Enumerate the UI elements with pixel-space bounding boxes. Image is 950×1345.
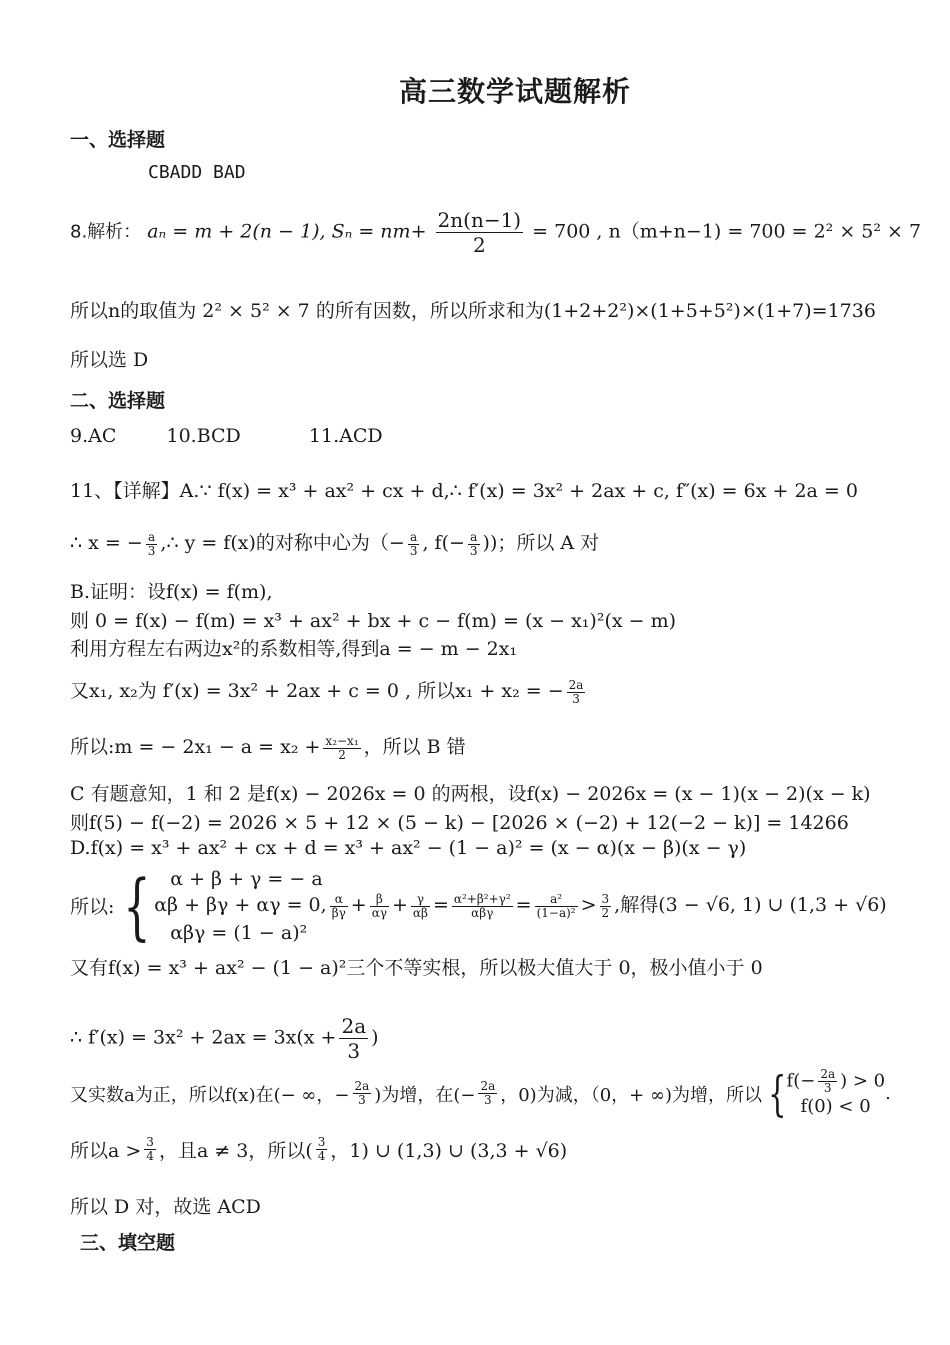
frac-num: α²+β²+γ² [453,891,511,906]
q11-l7-part-a: 所以:m = − 2x₁ − a = x₂ + [70,736,321,758]
q11-line-15 [70,1136,567,1163]
q11-l14-end: . [885,1083,891,1104]
q11-l15-part-c: ，1) ∪ (1,3) ∪ (3,3 + √6) [330,1140,568,1162]
q11-line-7 [70,732,466,762]
q8-label: 8.解析： [70,221,142,243]
frac-den: 3 [347,1039,361,1063]
frac-num: 2a [820,1067,836,1081]
frac-num: 3 [317,1135,326,1149]
q11-l2-part-c: , f(− [422,532,465,554]
system-eq-1: α + β + γ = − a [170,868,323,890]
q11-l2-part-d: ))；所以 A 对 [482,532,600,554]
q8-fraction-den: 2 [472,233,486,257]
q11-l13-frac [339,1014,368,1063]
section-heading-3: 三、填空题 [80,1232,176,1254]
q11-l14-part-c: ，0)为减，（0，+ ∞)为增，所以 [500,1084,762,1106]
section-1-answers: CBADD BAD [148,162,246,183]
frac-den: 3 [823,1081,832,1095]
q11-l7-frac [323,735,360,762]
frac-den: 4 [146,1149,154,1163]
frac-den: 3 [484,1093,492,1107]
frac-num: 3 [601,891,610,906]
q11-l15-frac-2 [316,1136,328,1163]
condition-2: f(0) < 0 [800,1096,871,1117]
condition-1 [787,1068,886,1095]
q8-part2: = 700 , n（m+n−1) = 700 = 2² × 5² × 7 [532,220,922,243]
q11-l11-label: 所以: [70,896,115,919]
frac-num: β [370,893,389,907]
system-eq-2: αβ + βγ + αγ = 0, [154,894,327,916]
q11-l15-part-a: 所以a > [70,1140,142,1162]
q11-line-2 [70,528,599,558]
q11-line-3: B.证明：设f(x) = f(m), [70,581,273,603]
q11-line-5: 利用方程左右两边x²的系数相等,得到a = − m − 2x₁ [70,638,518,660]
sys-frac-b [370,893,389,920]
frac-num: 2a [354,1079,370,1093]
frac-den: 2 [338,747,346,762]
page-title: 高三数学试题解析 [398,75,631,108]
q11-line-10: D.f(x) = x³ + ax² + cx + d = x³ + ax² − (1 − a)² = (x − α)(x − β)(x − γ) [70,837,747,859]
q11-l2-frac-1 [146,531,158,558]
sys-frac-a [330,893,348,920]
frac-den: 4 [317,1149,326,1163]
system-eq-3: αβγ = (1 − a)² [170,921,308,944]
section-heading-1: 一、选择题 [70,129,166,151]
system-eq-2-row: αβ + βγ + αγ = 0, $\frac{\alpha}{\beta\gamma}$ + $\frac{\beta}{\alpha\gamma}$ + $\frac{\gamma}{\alpha\beta}$ = $\frac{\text{α²+β²+γ²}}{\text{αβγ}}$ = $\frac{\text{a²}}{\text{(1−a)²}}$ > $\frac{3}{2}$ ,解得(3 − √6, 1) ∪ (1,3 + √6) [154,891,887,920]
q11-system-line [70,863,887,948]
frac-den: 3 [409,543,418,558]
frac-num: a [146,531,158,545]
q8-part1: aₙ = m + 2(n − 1), Sₙ = nm+ [147,220,427,243]
q11-line-9: 则f(5) − f(−2) = 2026 × 5 + 12 × (5 − k) − [2026 × (−2) + 12(−2 − k)] = 14266 [70,812,849,834]
q11-l6-frac [567,679,586,706]
q8-fraction [436,208,524,257]
system-result: ,解得(3 − √6, 1) ∪ (1,3 + √6) [614,894,887,916]
answer-9: 9.AC [70,425,117,447]
frac-num: 2a [341,1014,367,1038]
frac-num: α [330,893,348,907]
frac-num: 3 [146,1135,154,1149]
sys-frac-e [535,893,578,920]
cond-1-a: f(− [786,1070,816,1092]
q11-l13-part-b: ) [371,1026,379,1049]
left-brace-icon: { [123,863,152,948]
frac-den: 3 [572,691,580,706]
frac-den: (1−a)² [536,905,576,920]
q11-l13-part-a: ∴ f′(x) = 3x² + 2ax = 3x(x + [70,1026,337,1049]
q11-l7-part-b: ，所以 B 错 [363,736,466,758]
q11-l15-part-b: ，且a ≠ 3，所以( [158,1140,313,1162]
answer-11: 11.ACD [308,425,383,447]
q11-line-12: 又有f(x) = x³ + ax² − (1 − a)²三个不等实根，所以极大值大于 0，极小值小于 0 [70,957,763,979]
frac-den: αγ [371,905,387,920]
q11-l14-frac-2 [478,1080,497,1107]
q11-l14-frac-1 [353,1080,372,1107]
frac-den: 3 [358,1093,366,1107]
q11-l2-frac-2 [408,531,420,558]
left-brace-icon: { [768,1065,787,1122]
condition-system [787,1068,886,1119]
frac-den: αβγ [471,905,494,920]
q8-formula-line [70,208,921,257]
q11-line-6 [70,676,588,706]
q11-line-4: 则 0 = f(x) − f(m) = x³ + ax² + bx + c − f(m) = (x − x₁)²(x − m) [70,610,676,632]
sys-frac-f [600,893,612,920]
q11-l15-frac-1 [144,1136,156,1163]
q8-line-2: 所以n的取值为 2² × 5² × 7 的所有因数，所以所求和为(1+2+2²)×(1+5+5²)×(1+7)=1736 [70,300,876,322]
frac-num: γ [411,893,430,907]
answer-10: 10.BCD [166,425,241,447]
equation-system [154,866,887,946]
q11-l6-part-a: 又x₁, x₂为 f′(x) = 3x² + 2ax + c = 0 , 所以x₁ + x₂ = − [70,680,564,702]
q11-l2-part-a: ∴ x = − [70,532,143,554]
q8-line-3: 所以选 D [70,349,149,371]
frac-num: a² [535,893,578,907]
cond-1-frac [818,1068,837,1095]
frac-num: a [408,531,420,545]
sys-frac-c [411,893,430,920]
q8-fraction-num: 2n(n−1) [437,208,522,232]
section-heading-2: 二、选择题 [70,390,166,412]
frac-num: 2a [568,677,584,692]
section-2-answers [70,425,383,447]
frac-num: a [468,531,480,545]
sys-frac-d [452,893,513,920]
q11-line-1: 11、【详解】A.∵ f(x) = x³ + ax² + cx + d,∴ f′(x) = 3x² + 2ax + c, f″(x) = 6x + 2a = 0 [70,480,858,502]
q11-l14-part-b: )为增，在(− [374,1084,476,1106]
q11-l2-part-b: ,∴ y = f(x)的对称中心为（− [160,532,405,554]
frac-num: x₂−x₁ [325,733,359,748]
q11-l2-frac-3 [468,531,480,558]
q11-line-16: 所以 D 对，故选 ACD [70,1196,261,1218]
frac-den: 3 [147,543,156,558]
cond-1-b: ) > 0 [840,1070,886,1092]
q11-line-13 [70,1014,379,1063]
q11-line-14 [70,1065,891,1122]
frac-den: 2 [601,905,610,920]
frac-den: αβ [412,905,428,920]
frac-den: 3 [469,543,478,558]
frac-num: 2a [480,1079,496,1093]
q11-l14-part-a: 又实数a为正，所以f(x)在(− ∞，− [70,1084,350,1106]
frac-den: βγ [331,905,346,920]
q11-line-8: C 有题意知，1 和 2 是f(x) − 2026x = 0 的两根，设f(x) − 2026x = (x − 1)(x − 2)(x − k) [70,783,871,805]
